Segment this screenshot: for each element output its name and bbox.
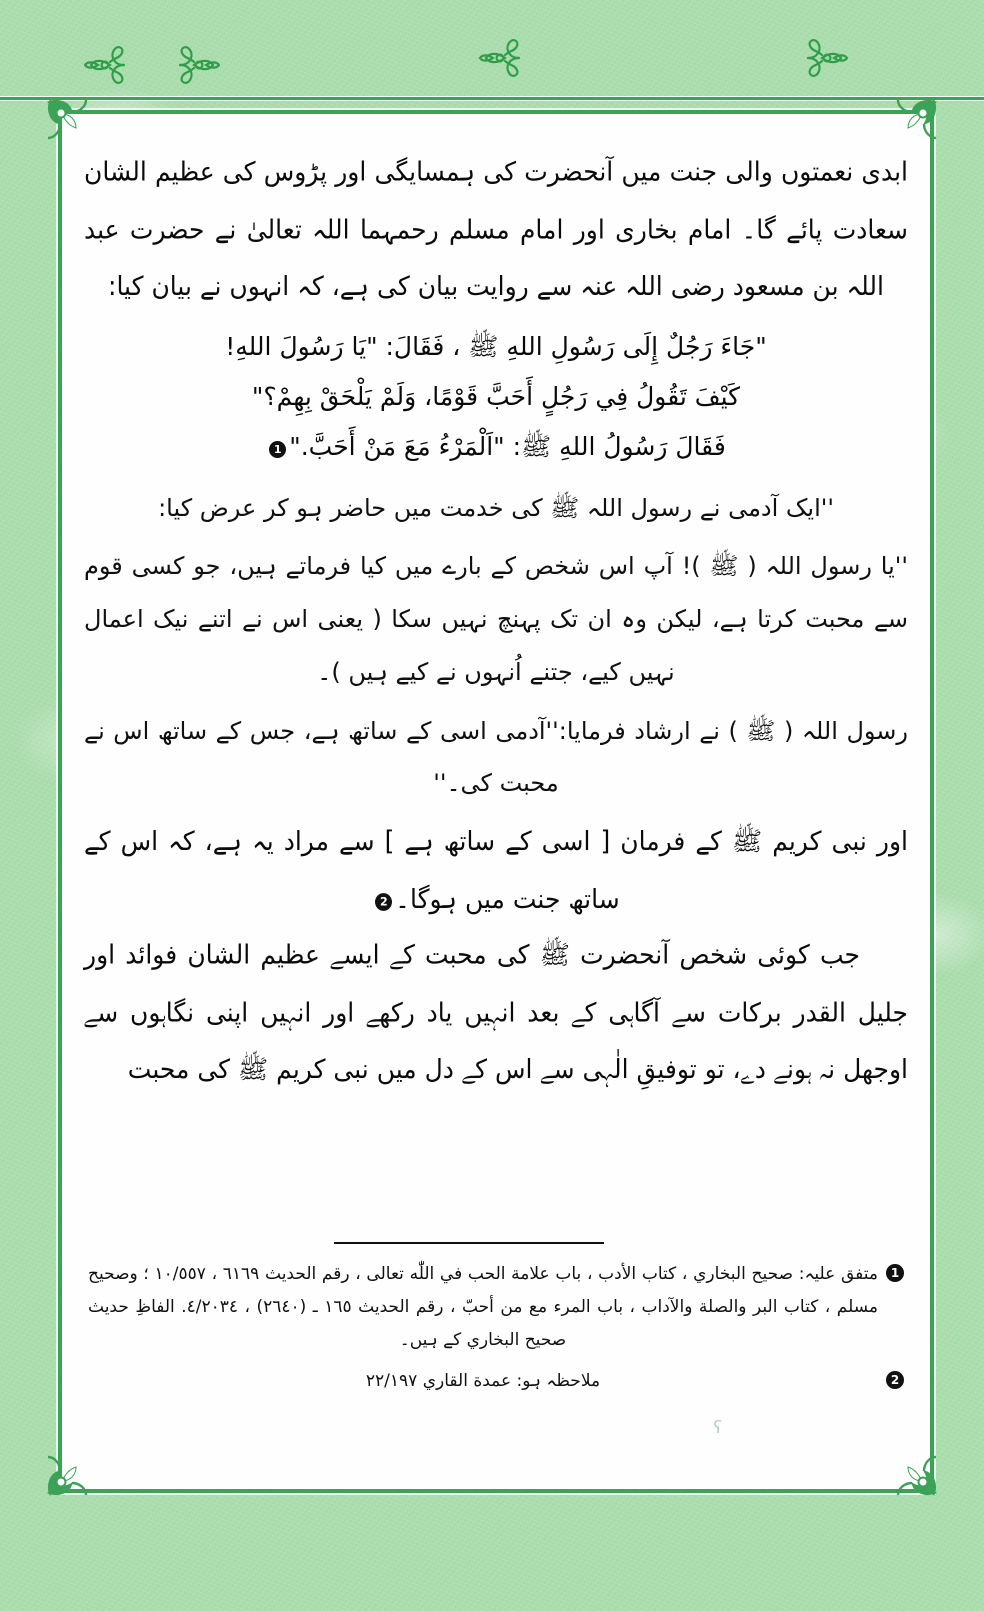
arabic-hadith-line-3 bbox=[112, 422, 880, 472]
arabic-hadith-line-3-text: فَقَالَ رَسُولُ اللهِ ﷺ: "اَلْمَرْءُ مَعَ مَنْ أَحَبَّ." bbox=[289, 431, 726, 461]
arabic-hadith-line-1: "جَاءَ رَجُلٌ إِلَى رَسُولِ اللهِ ﷺ ، فَقَالَ: "يَا رَسُولَ اللهِ! bbox=[225, 331, 767, 361]
scan-artifact: ʕ bbox=[713, 1418, 722, 1438]
body-paragraph-1: ابدی نعمتوں والی جنت میں آنحضرت کی ہمسایگی اور پڑوس کی عظیم الشان سعادت پائے گا۔ امام بخاری اور امام مسلم رحمہما اللہ تعالیٰ نے حضرت عبد اللہ بن مسعود رضی اللہ عنہ سے روایت بیان کی ہے، کہ انہوں نے بیان کیا: bbox=[84, 156, 908, 302]
arabic-hadith-line-2: كَيْفَ تَقُولُ فِي رَجُلٍ أَحَبَّ قَوْمًا، وَلَمْ يَلْحَقْ بِهِمْ؟" bbox=[251, 381, 741, 411]
content-frame-inner bbox=[62, 114, 930, 1489]
header-right-flourish-icon bbox=[805, 32, 849, 84]
translation-line-2: ''یا رسول اللہ ( ﷺ )! آپ اس شخص کے بارے میں کیا فرماتے ہیں، جو کسی قوم سے محبت کرتا ہے، لیکن وہ ان تک پہنچ نہیں سکا ( یعنی اس نے اتنے نیک اعمال نہیں کیے، جتنے اُنہوں نے کیے ہیں )۔ bbox=[84, 552, 908, 686]
footnote-reference-2[interactable]: 2 bbox=[375, 893, 392, 911]
footnote-marker: 2 bbox=[886, 1371, 904, 1389]
footnote-item bbox=[88, 1258, 904, 1357]
header-left-flourish-icon bbox=[478, 32, 522, 84]
page-number-left-flourish-icon bbox=[84, 40, 128, 90]
footnote-text: متفق علیہ: صحیح البخاري ، کتاب الأدب ، باب علامة الحب في اللّٰه تعالى ، رقم الحدیث ٦١٦٩ ، ١٠/٥٥٧ ؛ وصحیح مسلم ، کتاب البر والصلة والآداب ، باب المرء مع من أحبّ ، رقم الحدیث ١٦٥ ـ (٢٦٤٠) ، ٤/٢٠٣٤. الفاظِ حدیث صحیح البخاري کے ہیں۔ bbox=[88, 1264, 879, 1351]
body-paragraph-3: جب کوئی شخص آنحضرت ﷺ کی محبت کے ایسے عظیم الشان فوائد اور جلیل القدر برکات سے آگاہی کے بعد انہیں یاد رکھے اور انہیں اپنی نگاہوں سے اوجھل نہ ہونے دے، تو توفیقِ الٰہی سے اس کے دل میں نبی کریم ﷺ کی محبت bbox=[84, 939, 908, 1085]
footnote-text: ملاحظہ ہو: عمدة القاري ٢٢/١٩٧ bbox=[365, 1371, 601, 1392]
footnote-marker: 1 bbox=[886, 1264, 904, 1282]
body-paragraph-2 bbox=[84, 814, 908, 928]
footnote-divider-rule bbox=[334, 1242, 604, 1244]
header-divider-rule bbox=[0, 96, 984, 101]
page-content bbox=[84, 148, 908, 1101]
translation-line-3: رسول اللہ ( ﷺ ) نے ارشاد فرمایا:''آدمی اسی کے ساتھ ہے، جس کے ساتھ اس نے محبت کی۔'' bbox=[84, 716, 908, 798]
arabic-hadith bbox=[84, 322, 908, 472]
page-number-right-flourish-icon bbox=[176, 40, 220, 90]
content-frame bbox=[58, 110, 934, 1493]
body-paragraph-2-text: اور نبی کریم ﷺ کے فرمان [ اسی کے ساتھ ہے ] سے مراد یہ ہے، کہ اس کے ساتھ جنت میں ہوگا۔ bbox=[84, 826, 908, 914]
footnote-reference-1[interactable]: 1 bbox=[269, 441, 286, 458]
translation-line-1: ''ایک آدمی نے رسول اللہ ﷺ کی خدمت میں حاضر ہو کر عرض کیا: bbox=[158, 493, 834, 522]
footnote-item bbox=[88, 1365, 904, 1398]
page-header bbox=[0, 0, 984, 100]
footnote-area bbox=[88, 1242, 904, 1407]
